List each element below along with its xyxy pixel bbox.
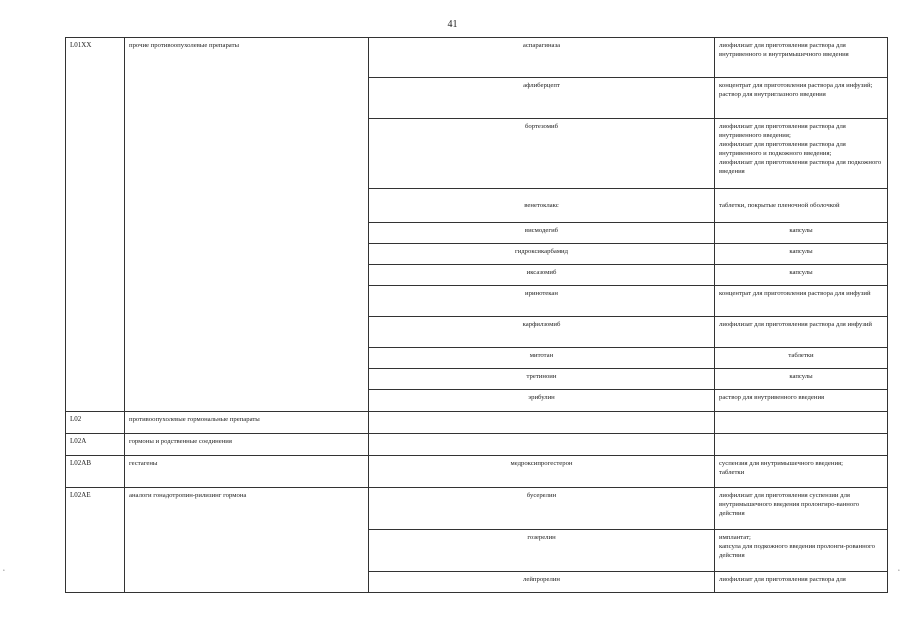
- dosage-form-cell: капсулы: [715, 369, 888, 390]
- page-number: 41: [447, 19, 458, 30]
- inn-cell: митотан: [369, 348, 715, 369]
- atc-group-cell: противоопухолевые гормональные препараты: [125, 412, 369, 434]
- inn-cell: венетоклакс: [369, 189, 715, 223]
- dosage-form-cell: имплантат; капсула для подкожного введения пролонги-рованного действия: [715, 530, 888, 572]
- dosage-form-cell: таблетки, покрытые пленочной оболочкой: [715, 189, 888, 223]
- table-row: [66, 38, 888, 78]
- dosage-form-cell: лиофилизат для приготовления суспензии для внутримышечного введения пролонгиро-ванного действия: [715, 488, 888, 530]
- table-row: [66, 412, 888, 434]
- inn-cell: медроксипрогестерон: [369, 456, 715, 488]
- inn-cell: иксазомиб: [369, 265, 715, 286]
- inn-cell: лейпрорелин: [369, 572, 715, 593]
- atc-group-cell: аналоги гонадотропин-рилизинг гормона: [125, 488, 369, 593]
- inn-cell: карфилзомиб: [369, 317, 715, 348]
- inn-cell: бортезомиб: [369, 119, 715, 189]
- atc-code-cell: L02: [66, 412, 125, 434]
- dosage-form-cell: суспензия для внутримышечного введения; таблетки: [715, 456, 888, 488]
- table-row: [66, 488, 888, 530]
- table-row: [66, 456, 888, 488]
- dosage-form-cell: таблетки: [715, 348, 888, 369]
- inn-cell: бусерелин: [369, 488, 715, 530]
- atc-code-cell: L02AB: [66, 456, 125, 488]
- scan-edge-mark: •: [898, 569, 900, 574]
- atc-group-cell: прочие противоопухолевые препараты: [125, 38, 369, 412]
- dosage-form-cell: капсулы: [715, 223, 888, 244]
- inn-cell: эрибулин: [369, 390, 715, 412]
- inn-cell: третиноин: [369, 369, 715, 390]
- dosage-form-cell: лиофилизат для приготовления раствора для внутривенного введения; лиофилизат для приготовления раствора для внутривенного и подкожного введения; лиофилизат для приготовления раствора для подкожного введения: [715, 119, 888, 189]
- inn-cell: гозерелин: [369, 530, 715, 572]
- inn-cell: аспарагиназа: [369, 38, 715, 78]
- inn-cell: иринотекан: [369, 286, 715, 317]
- atc-group-cell: гестагены: [125, 456, 369, 488]
- dosage-form-cell: лиофилизат для приготовления раствора для: [715, 572, 888, 593]
- dosage-form-cell: [715, 434, 888, 456]
- atc-group-cell: гормоны и родственные соединения: [125, 434, 369, 456]
- atc-code-cell: L01XX: [66, 38, 125, 412]
- dosage-form-cell: концентрат для приготовления раствора для инфузий; раствор для внутриглазного введения: [715, 78, 888, 119]
- inn-cell: висмодегиб: [369, 223, 715, 244]
- dosage-form-cell: [715, 412, 888, 434]
- inn-cell: афлиберцепт: [369, 78, 715, 119]
- inn-cell: гидроксикарбамид: [369, 244, 715, 265]
- dosage-form-cell: лиофилизат для приготовления раствора для внутривенного и внутримышечного введения: [715, 38, 888, 78]
- atc-code-cell: L02A: [66, 434, 125, 456]
- dosage-form-cell: раствор для внутривенного введения: [715, 390, 888, 412]
- scan-edge-mark: •: [3, 569, 5, 574]
- dosage-form-cell: капсулы: [715, 265, 888, 286]
- table-row: [66, 434, 888, 456]
- dosage-form-cell: лиофилизат для приготовления раствора для инфузий: [715, 317, 888, 348]
- inn-cell: [369, 434, 715, 456]
- dosage-form-cell: концентрат для приготовления раствора для инфузий: [715, 286, 888, 317]
- drug-table: [65, 37, 888, 593]
- inn-cell: [369, 412, 715, 434]
- atc-code-cell: L02AE: [66, 488, 125, 593]
- dosage-form-cell: капсулы: [715, 244, 888, 265]
